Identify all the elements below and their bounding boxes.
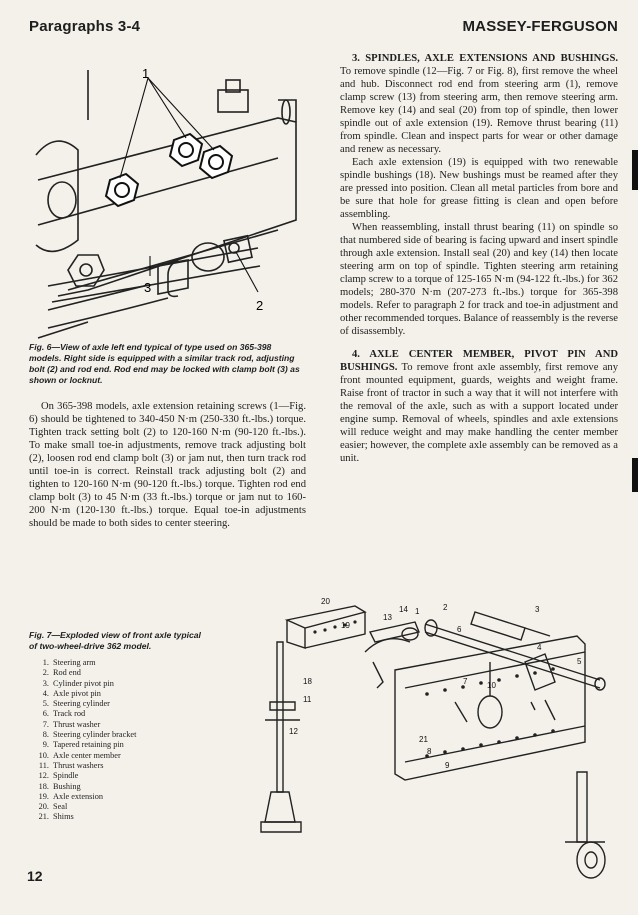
fig7-callout: 5	[577, 657, 582, 666]
fig7-callout: 6	[457, 625, 462, 634]
legend-item: 1. Steering arm	[42, 658, 96, 667]
legend-item: 10. Axle center member	[38, 750, 121, 760]
fig7-callout: 1	[415, 607, 420, 616]
legend-item: 3. Cylinder pivot pin	[42, 678, 114, 688]
fig7-callout: 3	[535, 605, 540, 614]
edge-tab-mark	[632, 458, 638, 492]
page-number: 12	[27, 868, 43, 884]
fig7-callout: 9	[445, 761, 450, 770]
left-column	[29, 342, 306, 530]
figure-6-illustration	[28, 60, 306, 342]
edge-tab-mark	[632, 150, 638, 190]
fig7-callout: 13	[383, 613, 392, 622]
legend-item: 8. Steering cylinder bracket	[42, 730, 137, 740]
fig7-callout: 18	[303, 677, 312, 686]
section-3-paragraph-1: 3. SPINDLES, AXLE EXTENSIONS AND BUSHINGS. To remove spindle (12—Fig. 7 or Fig. 8), first remove the wheel and hub. Disconnect rod end from steering arm (1), remove clamp screw (13) from steering arm, then remove steering arm. Remove key (14) and seal (20) from top of spindle, then lower spindle out of axle extension (19). Remove thrust bearing (11) from spindle. Clean and inspect parts for wear or other damage and renew as necessary.	[340, 53, 618, 155]
fig7-callout: 8	[427, 747, 432, 756]
fig7-callout: 7	[463, 677, 468, 686]
section-4-paragraph-1: 4. AXLE CENTER MEMBER, PIVOT PIN AND BUSHINGS. To remove front axle assembly, first remove any front mounted equipment, guards, weights and weight frame. Raise front of tractor in such a way that it will not interfere with the removal of the axle, such as with a support located under engine sump. Removal of wheels, spindles and axle extensions will reduce weight and may make handling the center member easier; however, the complete axle assembly can be removed as a unit.	[340, 349, 618, 464]
fig7-callout: 11	[303, 695, 312, 704]
section-3-paragraph-3: When reassembling, install thrust bearing (11) on spindle so that numbered side of bearing is facing upward and insert spindle through axle extension. Install seal (20) and key (14) then locate steering arm on top of spindle. Tighten steering arm retaining clamp screw to a torque of 125-165 N·m (94-122 ft.-lbs.) for 362 models; 280-370 N·m (207-273 ft.-lbs.) torque for 365-398 models. Refer to paragraph 2 for track and toe-in adjustment and other recommended torques. Balance of reassembly is the reverse of disassembly.	[340, 222, 618, 337]
fig7-callout: 12	[289, 727, 298, 736]
fig7-callout: 2	[443, 603, 448, 612]
fig7-callout: 14	[399, 605, 408, 614]
fig7-legend	[29, 658, 209, 823]
legend-item: 20. Seal	[38, 802, 68, 812]
running-header-left: Paragraphs 3-4	[29, 18, 141, 35]
left-paragraph-1: On 365-398 models, axle extension retaining screws (1—Fig. 6) should be tightened to 340-450 N·m (250-330 ft.-lbs.) torque. Tighten track setting bolt (2) to 120-160 N·m (90-120 ft.-lbs.). To make small toe-in adjustments, remove track adjusting bolt (2), loosen rod end clamp bolt (3) or jam nut, then turn track rod until toe-in is correct. Reinstall track adjusting bolt (2) and tighten to 120-160 N·m (90-120 ft.-lbs.) torque. Tighten rod end clamp bolt (3) to 45 N·m (33 ft.-lbs.) torque or jam nut to 160-200 N·m (120-130 ft.-lbs.) torque. Equal toe-in adjustments should be made to both sides to center steering.	[29, 401, 306, 529]
legend-item: 6. Track rod	[42, 709, 86, 719]
fig7-callout: 10	[487, 681, 496, 690]
legend-item: 11. Thrust washers	[38, 760, 104, 770]
figure-7-illustration	[205, 592, 615, 892]
fig6-callout-3: 3	[144, 280, 152, 295]
legend-item: 5. Steering cylinder	[42, 699, 110, 709]
right-column	[340, 52, 618, 465]
running-header-right: MASSEY-FERGUSON	[462, 18, 618, 35]
legend-item: 2. Rod end	[42, 668, 81, 678]
legend-item: 21. Shims	[38, 812, 74, 822]
section-4-title: 4. AXLE CENTER MEMBER, PIVOT PIN AND BUSHINGS.	[340, 349, 618, 373]
fig7-callout: 21	[419, 735, 428, 744]
fig7-caption: Fig. 7—Exploded view of front axle typical of two-wheel-drive 362 model.	[29, 630, 201, 651]
legend-item: 19. Axle extension	[38, 791, 104, 801]
legend-item: 18. Bushing	[38, 781, 81, 791]
legend-item: 9. Tapered retaining pin	[42, 740, 124, 750]
legend-item: 4. Axle pivot pin	[42, 688, 101, 698]
legend-item: 12. Spindle	[38, 771, 79, 781]
fig6-callout-2: 2	[256, 298, 264, 313]
fig7-callout: 20	[321, 597, 330, 606]
fig6-caption: Fig. 6—View of axle left end typical of type used on 365-398 models. Right side is equipped with a similar track rod, adjusting bolt (2) and rod end. Rod end may be locked with clamp bolt (3) as shown or locknut.	[29, 342, 300, 385]
fig6-callout-1: 1	[142, 66, 150, 81]
section-3-paragraph-2: Each axle extension (19) is equipped with two renewable spindle bushings (18). New bushings must be reamed after they are pressed into position. Clean all metal particles from bore and be sure that hole for grease fitting is clean and open before assembling.	[340, 157, 618, 220]
fig7-caption-block	[29, 630, 209, 823]
fig7-callout: 19	[341, 621, 350, 630]
fig7-callout: 4	[537, 643, 542, 652]
section-3-title: 3. SPINDLES, AXLE EXTENSIONS AND BUSHINGS.	[352, 53, 618, 64]
legend-item: 7. Thrust washer	[42, 719, 101, 729]
